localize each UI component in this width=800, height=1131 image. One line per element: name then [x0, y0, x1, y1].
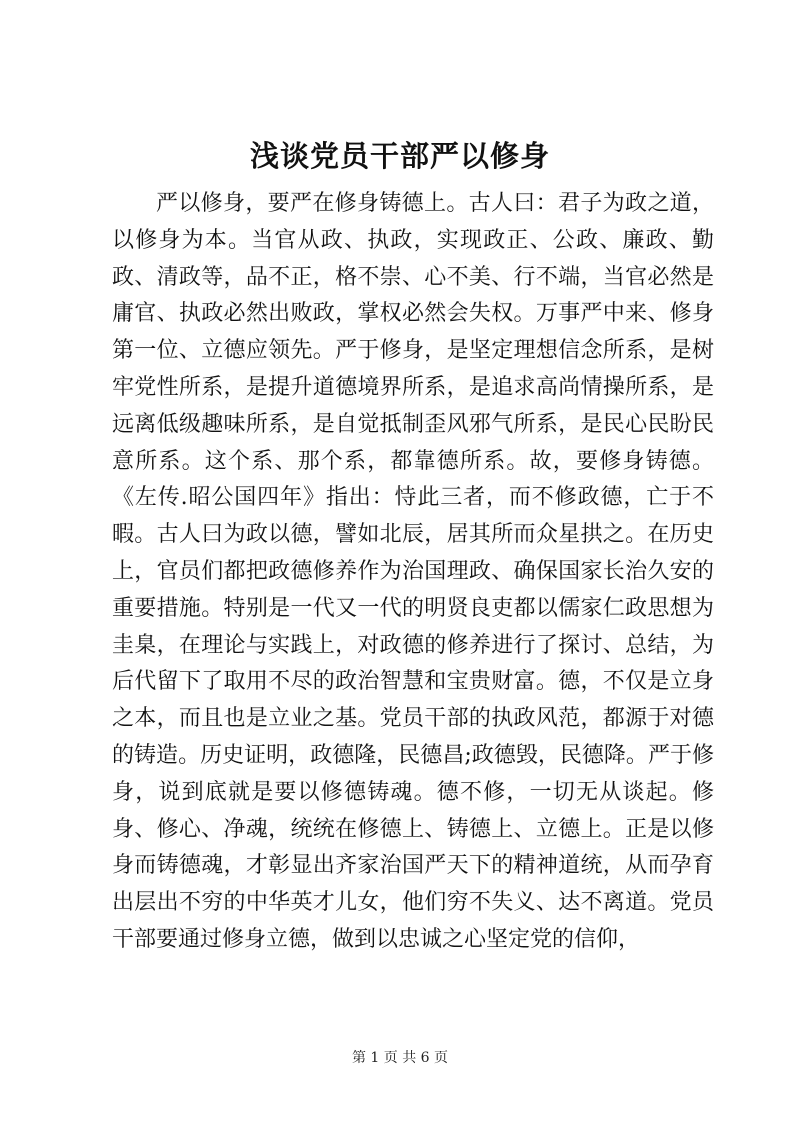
body-paragraph: 严以修身，要严在修身铸德上。古人曰：君子为政之道，以修身为本。当官从政、执政，实现政正、公政、廉政、勤政、清政等，品不正，格不崇、心不美、行不端，当官必然是庸官、执政必然出败政，掌权必然会失权。万事严中来、修身第一位、立德应领先。严于修身，是坚定理想信念所系，是树牢党性所系，是提升道德境界所系，是追求高尚情操所系，是远离低级趣味所系，是自觉抵制歪风邪气所系，是民心民盼民意所系。这个系、那个系，都靠德所系。故，要修身铸德。《左传.昭公国四年》指出：恃此三者，而不修政德，亡于不暇。古人曰为政以德，譬如北辰，居其所而众星拱之。在历史上，官员们都把政德修养作为治国理政、确保国家长治久安的重要措施。特别是一代又一代的明贤良吏都以儒家仁政思想为圭臬，在理论与实践上，对政德的修养进行了探讨、总结，为后代留下了取用不尽的政治智慧和宝贵财富。德，不仅是立身之本，而且也是立业之基。党员干部的执政风范，都源于对德的铸造。历史证明，政德隆，民德昌;政德毁，民德降。严于修身，说到底就是要以修德铸魂。德不修，一切无从谈起。修身、修心、净魂，统统在修德上、铸德上、立德上。正是以修身而铸德魂，才彰显出齐家治国严天下的精神道统，从而孕育出层出不穷的中华英才儿女，他们穷不失义、达不离道。党员干部要通过修身立德，做到以忠诚之心坚定党的信仰， — [112, 191, 714, 952]
page-footer: 第 1 页 共 6 页 — [351, 1050, 449, 1066]
document-title: 浅谈党员干部严以修身 — [249, 139, 550, 173]
